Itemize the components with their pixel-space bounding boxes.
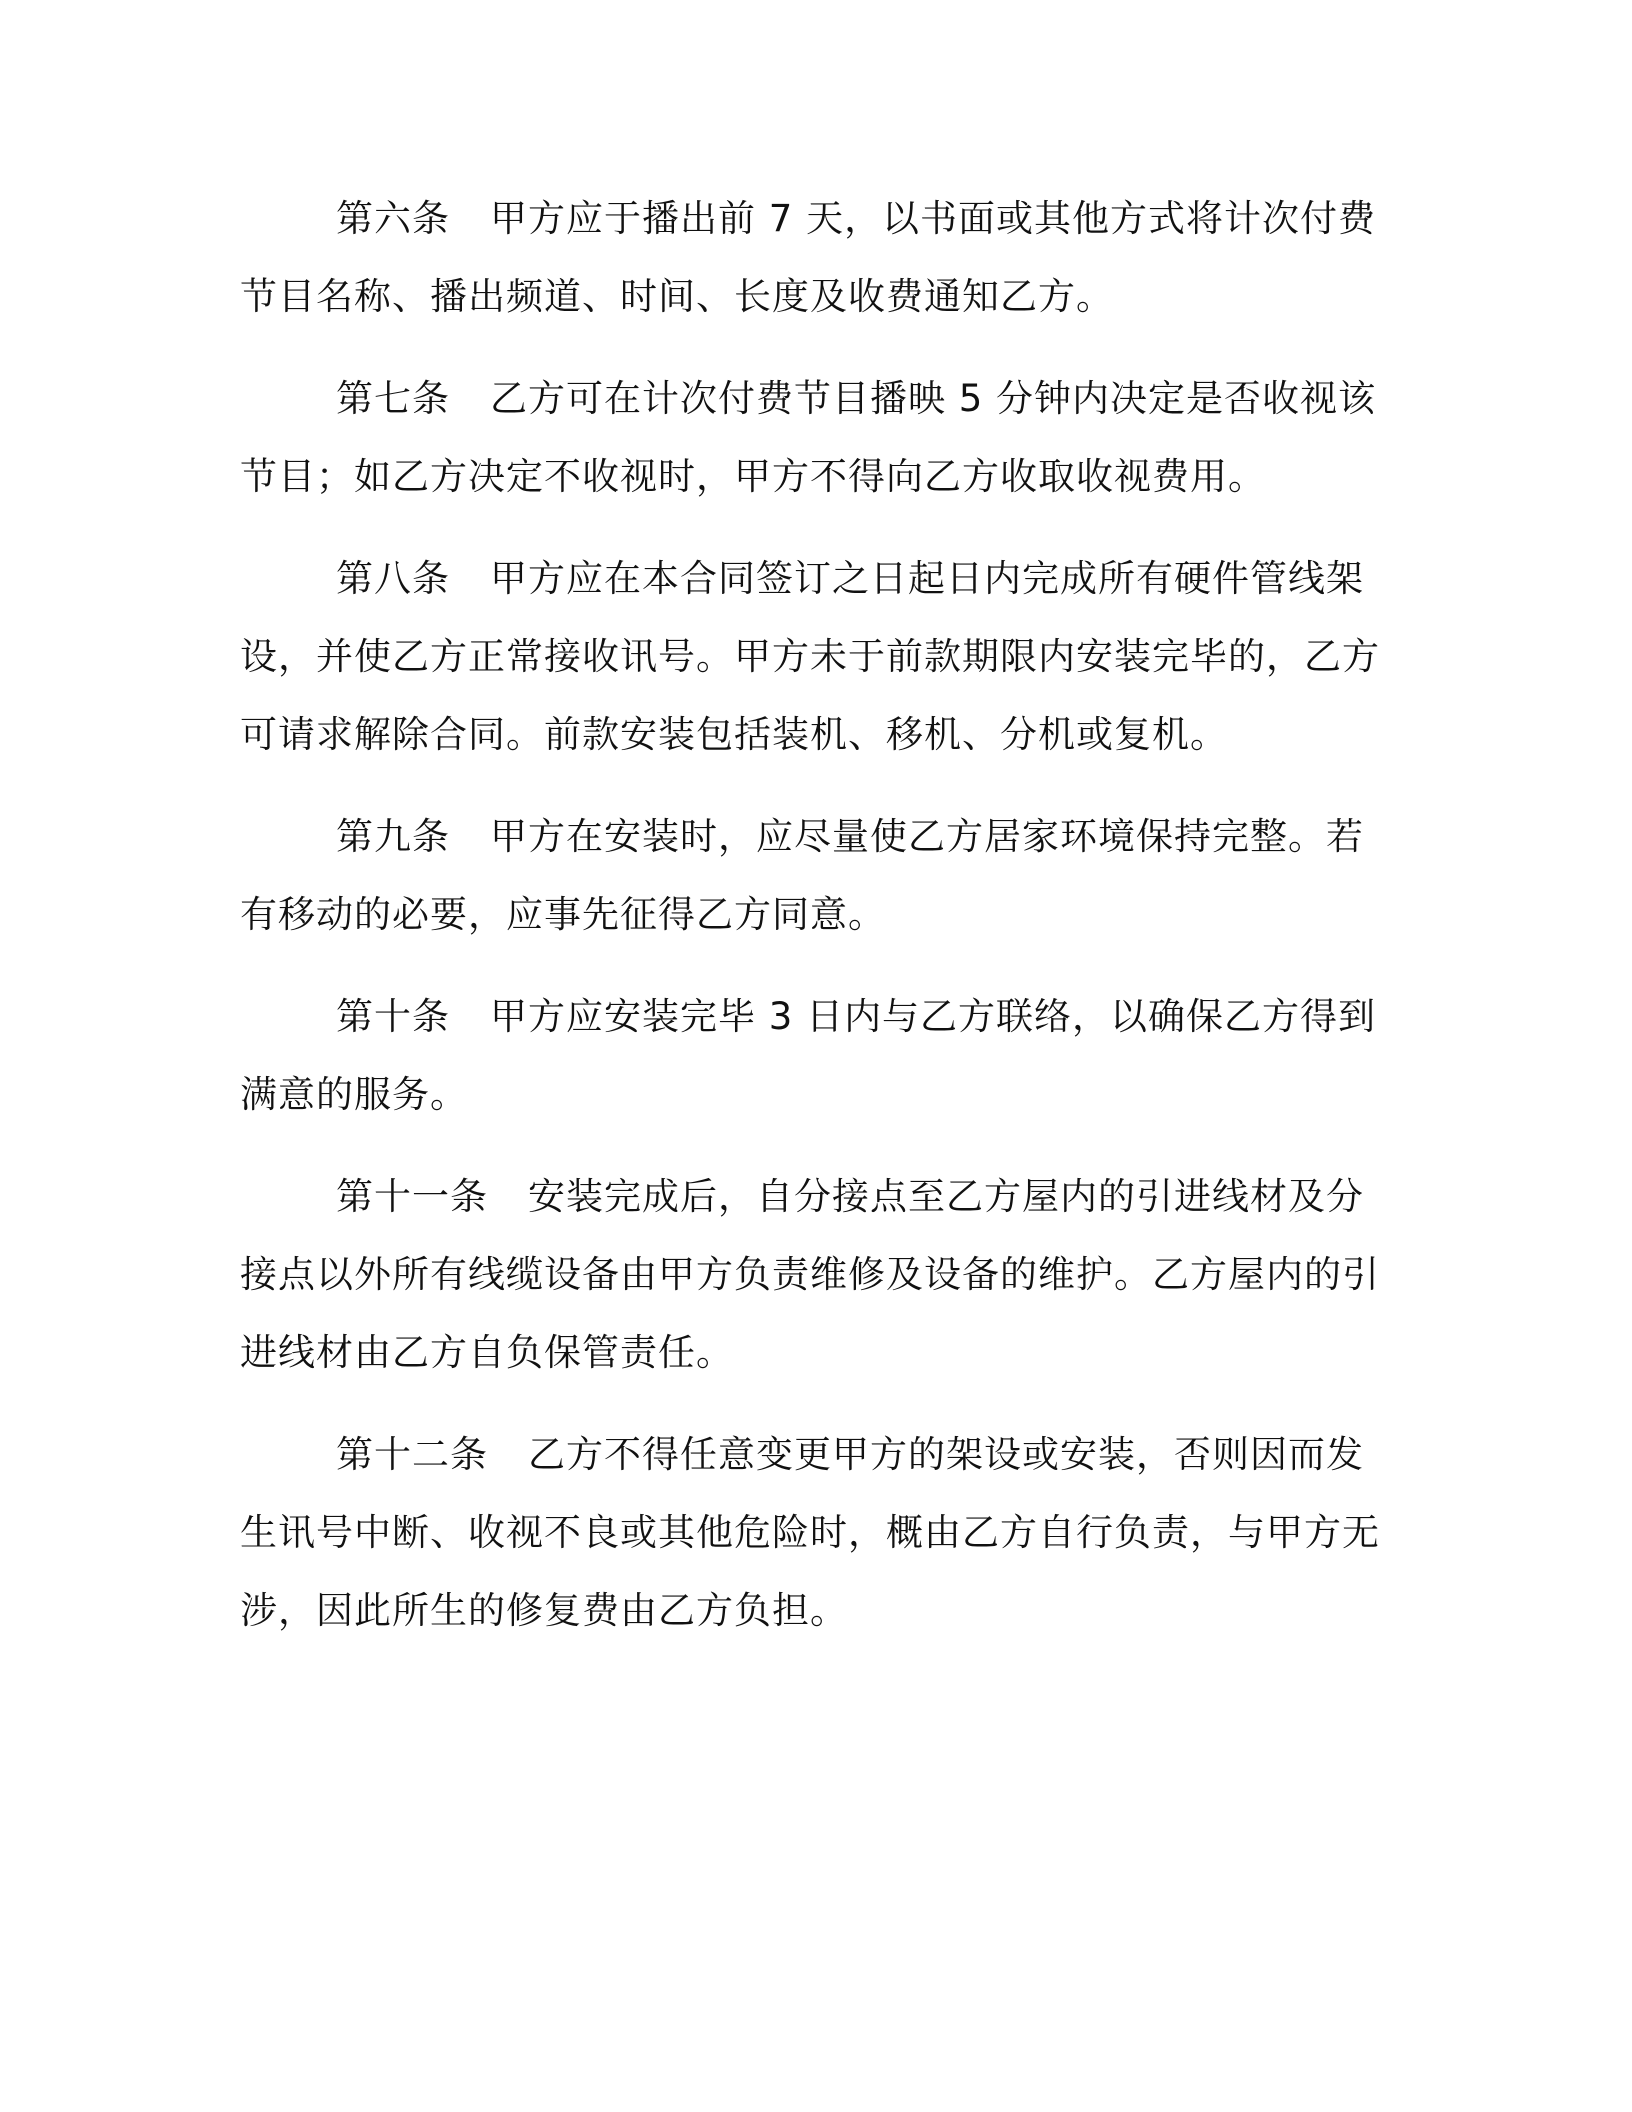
article-text: 甲方应在本合同签订之日起日内完成所有硬件管线架设，并使乙方正常接收讯号。甲方未于前款期限内安装完毕的，乙方可请求解除合同。前款安装包括装机、移机、分机或复机。 <box>240 557 1380 756</box>
article-text: 乙方可在计次付费节目播映 5 分钟内决定是否收视该节目；如乙方决定不收视时，甲方不得向乙方收取收视费用。 <box>240 377 1377 498</box>
article-title: 第十二条 <box>336 1433 488 1476</box>
article-title: 第七条 <box>336 377 450 420</box>
article-11 <box>240 1158 1400 1392</box>
article-text: 甲方在安装时，应尽量使乙方居家环境保持完整。若有移动的必要，应事先征得乙方同意。 <box>240 815 1364 936</box>
article-text: 甲方应于播出前 7 天，以书面或其他方式将计次付费节目名称、播出频道、时间、长度及收费通知乙方。 <box>240 197 1377 318</box>
article-9 <box>240 798 1400 954</box>
article-title: 第九条 <box>336 815 450 858</box>
article-text: 乙方不得任意变更甲方的架设或安装，否则因而发生讯号中断、收视不良或其他危险时，概由乙方自行负责，与甲方无涉，因此所生的修复费由乙方负担。 <box>240 1433 1380 1632</box>
article-title: 第十条 <box>336 995 450 1038</box>
article-title: 第十一条 <box>336 1175 488 1218</box>
article-text: 安装完成后，自分接点至乙方屋内的引进线材及分接点以外所有线缆设备由甲方负责维修及设备的维护。乙方屋内的引进线材由乙方自负保管责任。 <box>240 1175 1380 1374</box>
article-title: 第六条 <box>336 197 450 240</box>
article-10 <box>240 978 1400 1134</box>
article-12 <box>240 1416 1400 1650</box>
article-8 <box>240 540 1400 774</box>
article-text: 甲方应安装完毕 3 日内与乙方联络，以确保乙方得到满意的服务。 <box>240 995 1377 1116</box>
article-6 <box>240 180 1400 336</box>
article-7 <box>240 360 1400 516</box>
article-title: 第八条 <box>336 557 450 600</box>
document-body <box>240 180 1400 1674</box>
